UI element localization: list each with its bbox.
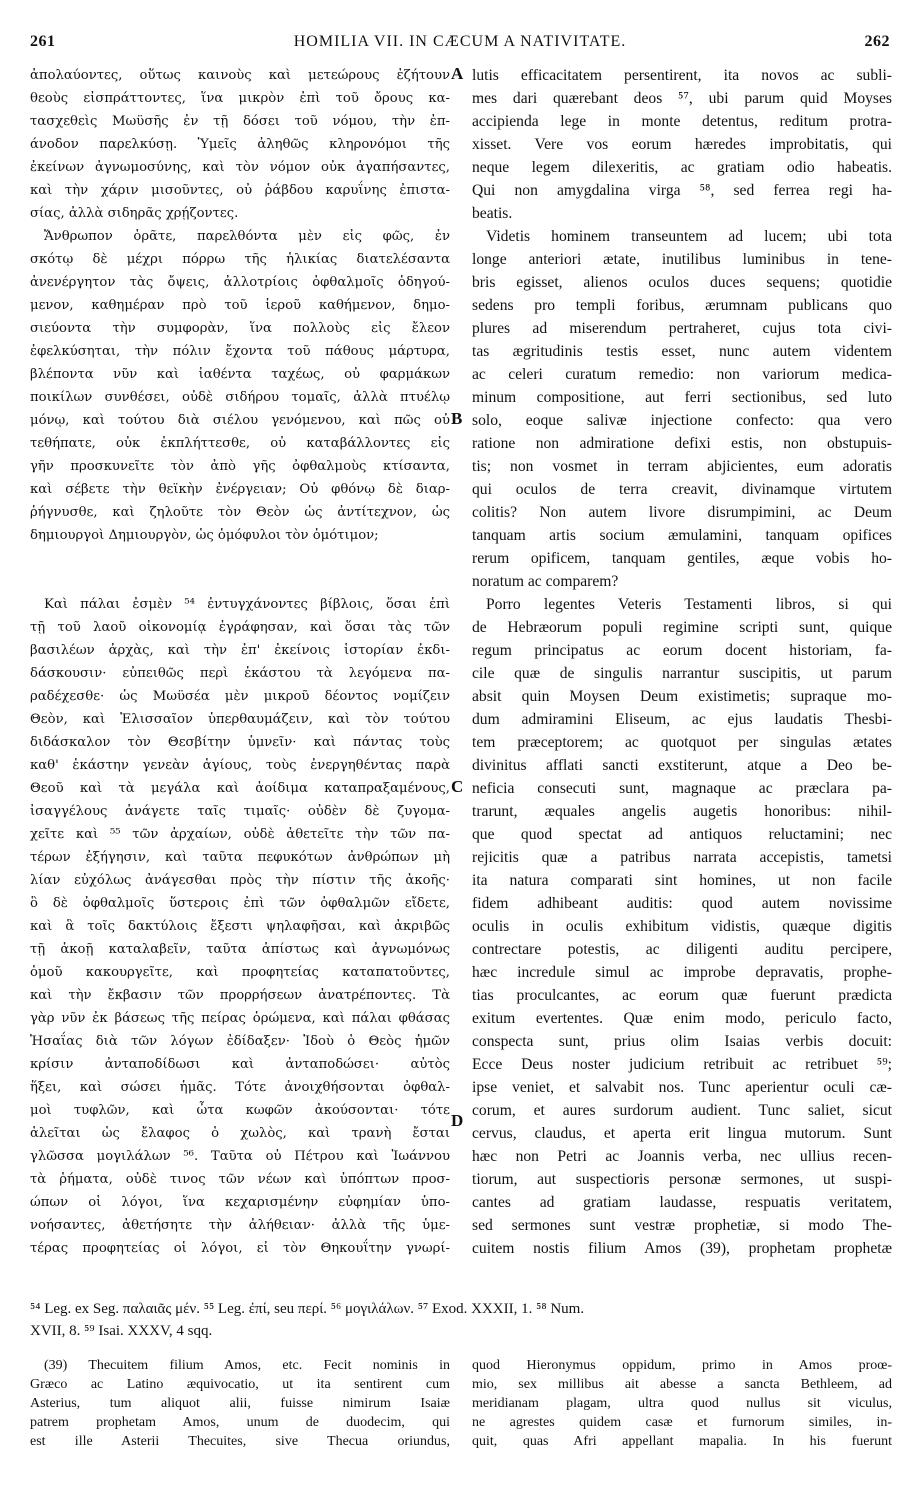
text-line: quit, quas Afri appellant mapalia. In his fuerunt — [472, 1434, 892, 1449]
text-line: ώπων οἱ λόγοι, ἵνα κεχαρισμένην εὐφημίαν ὑπο- — [30, 1195, 450, 1210]
text-line: ποικίλων συνθέσει, οὐδὲ σιδήρου τομαῖς, ἀλλὰ πτυέλῳ — [30, 390, 450, 405]
text-line: λίαν εὐχόλως ἀνάγεσθαι πρὸς τὴν πίστιν τῆς ἀκοῆς· — [30, 873, 450, 888]
text-line: τῇ ἀκοῇ καταλαβεῖν, ταῦτα ἀπίστως καὶ ἀγνωμόνως — [30, 942, 450, 957]
text-line: ipse veniet, et salvabit nos. Tunc aperientur oculi cæ- — [472, 1079, 892, 1096]
commentary-right-column — [472, 1356, 892, 1451]
text-line: qui oculos de terra creavit, divinamque virtutem — [472, 481, 892, 498]
text-line: XVII, 8. ⁵⁹ Isai. XXXV, 4 sqq. — [30, 1323, 213, 1339]
text-line: τὰ ῥήματα, οὐδὲ τινος τῶν νέων καὶ ὑπόπτων προσ- — [30, 1172, 450, 1187]
text-line: cantes ad gratiam laudasse, respuatis veritatem, — [472, 1194, 892, 1211]
text-line: ἥξει, καὶ σώσει ἡμᾶς. Τότε ἀνοιχθήσονται ὀφθαλ- — [30, 1080, 450, 1095]
greek-text-column — [30, 64, 450, 1260]
text-line: est ille Asterii Thecuites, sive Thecua oriundus, — [30, 1434, 450, 1449]
text-line: νοήσαντες, ἀθετήσητε τὴν ἀλήθειαν· ἀλλὰ τῆς ὑμε- — [30, 1218, 450, 1233]
text-line: contrectare potestis, ac diligenti auditu percipere, — [472, 941, 892, 958]
text-line: regum principatus ac eorum docent historiam, fa- — [472, 642, 892, 659]
text-line: ἐφελκύσηται, τὴν πόλιν ἔχοντα τοῦ πάθους μάρτυρα, — [30, 344, 450, 359]
text-line: τεθήπατε, οὐκ ἐκπλήττεσθε, οὐ καταβάλλοντες εἰς — [30, 436, 450, 451]
text-line: ὃ δὲ ὀφθαλμοῖς ὕστεροις ἐπὶ τῶν ὀφθαλμῶν εἴδετε, — [30, 896, 450, 911]
text-line: cile quæ de singulis narrantur suscipitis, ut parum — [472, 665, 892, 682]
text-line: hæc incredule simul ac improbe depravatis, prophe- — [472, 964, 892, 981]
text-line: xisset. Vere vos eorum hæredes improbitatis, qui — [472, 136, 892, 153]
text-line: oculis in oculis exhibitum vidistis, quæque digitis — [472, 918, 892, 935]
text-line: tias proculcantes, ac eorum quæ fuerunt prædicta — [472, 987, 892, 1004]
text-line: exitum evertentes. Quæ enim modo, periculo facto, — [472, 1010, 892, 1027]
text-line: διδάσκαλον τὸν Θεσβίτην ὑμνεῖν· καὶ πάντας τοὺς — [30, 735, 450, 750]
text-line: καὶ τὴν ἔκβασιν τῶν προρρήσεων ἀνατρέποντες. Τὰ — [30, 988, 450, 1003]
text-line: καὶ σέβετε τὴν θεϊκὴν ἐνέργειαν; Οὐ φθόνῳ δὲ διαρ- — [30, 482, 450, 497]
page-header — [30, 33, 890, 59]
blank-line — [30, 547, 450, 570]
text-line: conspecta sunt, prius olim Isaias verbis docuit: — [472, 1033, 892, 1050]
text-line: βασιλέων ἀρχὰς, καὶ τὴν ἐπ' ἐκείνοις ἱστορίαν ἐκδι- — [30, 643, 450, 658]
text-line: corum, et aures surdorum audient. Tunc saliet, sicut — [472, 1102, 892, 1119]
margin-letter-b: B — [451, 409, 463, 428]
text-line: σίας, ἀλλὰ σιδηρᾶς χρῄζοντες. — [30, 206, 239, 221]
blank-line — [30, 570, 450, 593]
text-line: άνοδον παρελκύσῃ. Ὑμεῖς ἀληθῶς κληρονόμοι τῆς — [30, 137, 450, 152]
text-line: ὁμοῦ κακουργεῖτε, καὶ προφητείας καταπατοῦντες, — [30, 965, 450, 980]
text-line: Ἡσαΐας διὰ τῶν λόγων ἐδίδαξεν· Ἰδοὺ ὁ Θεὸς ἡμῶν — [30, 1034, 450, 1049]
margin-letter-d: D — [451, 1111, 464, 1130]
text-line: mes dari quærebant deos ⁵⁷, ubi parum quid Moyses — [472, 90, 892, 107]
text-line: lutis efficacitatem persentirent, ita novos ac subli- — [472, 67, 892, 84]
text-line: que quod spectat ad antiquos reluctamini; nec — [472, 826, 892, 843]
text-line: fidem adhibeant auditis: quod autem novissime — [472, 895, 892, 912]
latin-text-column — [472, 64, 892, 1260]
text-line: τασχεθεὶς Μωϋσῆς ἐν τῇ δόσει τοῦ νόμου, τὴν ἐπ- — [30, 114, 450, 129]
text-line: ἰσαγγέλους ἀνάγετε ταῖς τιμαῖς· οὐδὲν δὲ ζυγομα- — [30, 804, 450, 819]
text-line: absit quin Moysen Deum existimetis; supraque mo- — [472, 688, 892, 705]
text-line: Καὶ πάλαι ἐσμὲν ⁵⁴ ἐντυγχάνοντες βίβλοις, ὅσαι ἐπὶ — [44, 597, 450, 612]
text-line: θεοὺς εἰσπράττοντες, ἵνα μικρὸν ἐπὶ τοῦ ὄρους κα- — [30, 91, 450, 106]
text-line: ac celeri curatum remedio: non variorum medica- — [472, 366, 892, 383]
text-line: γλῶσσα μογιλάλων ⁵⁶. Ταῦτα οὐ Πέτρου καὶ Ἰωάννου — [30, 1149, 450, 1164]
text-line: μοὶ τυφλῶν, καὶ ὦτα κωφῶν ἀκούσονται· τότε — [30, 1103, 450, 1118]
footnotes — [30, 1298, 890, 1342]
text-line: καὶ τὴν χάριν μισοῦντες, οὐ ῥάβδου καρυΐνης ἐπιστα- — [30, 183, 450, 198]
text-line: κρίσιν ἀνταποδίδωσι καὶ ἀνταποδώσει· αὐτὸς — [30, 1057, 450, 1072]
text-line: divinitus afflati sancti exstiterunt, atque a Deo be- — [472, 757, 892, 774]
text-line: ραδέχεσθε· ὡς Μωϋσέα μὲν μικροῦ δέοντος νομίζειν — [30, 689, 450, 704]
text-line: βλέποντα νῦν καὶ ἰαθέντα ταχέως, οὐ φαρμάκων — [30, 367, 450, 382]
text-line: (39) Thecuitem filium Amos, etc. Fecit nominis in — [44, 1358, 450, 1373]
text-line: γῆν προσκυνεῖτε τὸν ἀπὸ γῆς ὀφθαλμοὺς κτίσαντα, — [30, 459, 450, 474]
text-line: tanquam artis socium æmulamini, tanquam opifices — [472, 527, 892, 544]
text-line: Ecce Deus noster judicium retribuit ac retribuet ⁵⁹; — [472, 1056, 892, 1073]
text-line: patrem prophetam Amos, unum de duodecim, qui — [30, 1415, 450, 1430]
text-line: σκότῳ δὲ μέχρι πόρρω τῆς ἡλικίας διατελέσαντα — [30, 252, 450, 267]
text-line: σιεύοντα τὴν συμφορὰν, ἵνα πολλοὺς εἰς ἔλεον — [30, 321, 450, 336]
text-line: quod Hieronymus oppidum, primo in Amos proœ- — [472, 1358, 892, 1373]
text-line: Ἄνθρωπον ὁρᾶτε, παρελθόντα μὲν εἰς φῶς, ἐν — [44, 229, 450, 244]
text-line: sed sermones sunt vestræ prophetiæ, si modo The- — [472, 1217, 892, 1234]
page-number-right: 262 — [864, 33, 890, 50]
margin-letter-c: C — [451, 777, 464, 796]
text-line: τέρας προφητείας οἱ λόγοι, εἰ τὸν Θηκουΐτην γνωρί- — [30, 1241, 450, 1256]
text-line: μενον, καθημέραν πρὸ τοῦ ἱεροῦ καθήμενον, δημο- — [30, 298, 450, 313]
text-line: tem præceptorem; ac quotquot per singulas ætates — [472, 734, 892, 751]
text-line: tas ægritudinis testis esset, nunc autem videntem — [472, 343, 892, 360]
text-line: καὶ ἃ τοῖς δακτύλοις ἔξεστι ψηλαφῆσαι, καὶ ἀκριβῶς — [30, 919, 450, 934]
text-line: Asterius, tum aliquot alii, fuisse nimirum Isaiæ — [30, 1396, 450, 1411]
text-line: γὰρ νῦν ἐκ βάσεως τῆς πείρας ὁρώμενα, καὶ πάλαι φθάσας — [30, 1011, 450, 1026]
text-line: plures ad miserendum pertraheret, cujus tota civi- — [472, 320, 892, 337]
text-line: tiorum, aut suspectioris personæ sermones, ut suspi- — [472, 1171, 892, 1188]
text-line: rejicitis quæ a patribus narrata accepistis, tametsi — [472, 849, 892, 866]
text-line: ratione non admiratione defixi estis, non obstupuis- — [472, 435, 892, 452]
text-line: dum admiramini Eliseum, ac ejus laudatis Thesbi- — [472, 711, 892, 728]
text-line: solo, eoque salivæ injectione confecto: qua vero — [472, 412, 892, 429]
text-line: hæc non Petri ac Joannis verba, nec ullius recen- — [472, 1148, 892, 1165]
text-line: rerum opificem, tanquam gentiles, æque vobis ho- — [472, 550, 892, 567]
text-line: trarunt, æquales angelis augetis honoribus: nihil- — [472, 803, 892, 820]
text-line: ῥήγνυσθε, καὶ ζηλοῦτε τὸν Θεὸν ὡς ἀντίτεχνον, ὡς — [30, 505, 450, 520]
text-line: καθ' ἑκάστην γενεὰν ἁγίους, τοὺς ἐνεργηθέντας παρὰ — [30, 758, 450, 773]
text-line: bris egisset, alienos oculos duces sequens; quotidie — [472, 274, 892, 291]
text-line: δημιουργοὶ Δημιουργὸν, ὡς ὁμόφυλοι τὸν ὁμότιμον; — [30, 528, 379, 543]
text-line: neque legem dilexeritis, ac gratiam odio habeatis. — [472, 159, 892, 176]
text-line: ⁵⁴ Leg. ex Seg. παλαιᾶς μέν. ⁵⁵ Leg. ἐπί, seu περί. ⁵⁶ μογιλάλων. ⁵⁷ Exod. XXXII, 1. ⁵⁸ Num. — [30, 1301, 585, 1317]
text-line: mio, sex millibus ait abesse a sancta Bethleem, ad — [472, 1377, 892, 1392]
text-line: ἁλεῖται ὡς ἔλαφος ὁ χωλὸς, καὶ τρανὴ ἔσται — [30, 1126, 450, 1141]
text-line: ne agrestes quidem casæ et furnorum similes, in- — [472, 1415, 892, 1430]
text-line: de Hebræorum populi regimine scripti sunt, quique — [472, 619, 892, 636]
text-line: tis; non vosmet in terram abjicientes, eum adoratis — [472, 458, 892, 475]
commentary-left-column — [30, 1356, 450, 1451]
text-line: τέρων ἐξήγησιν, καὶ ταῦτα πεφυκότων ἀνθρώπων μὴ — [30, 850, 450, 865]
text-line: Θεὸν, καὶ Ἐλισσαῖον ὑπερθαυμάζειν, καὶ τὸν τούτου — [30, 712, 450, 727]
text-line: Qui non amygdalina virga ⁵⁸, sed ferrea regi ha- — [472, 182, 892, 199]
text-line: ἀνενέργητον τὰς ὄψεις, ἀλλοτρίοις ὀφθαλμοῖς ὁδηγού- — [30, 275, 450, 290]
text-line: ἀπολαύοντες, οὕτως καινοὺς καὶ μετεώρους ἐζήτουν — [30, 68, 450, 83]
page-number-left: 261 — [30, 33, 56, 50]
text-line: colitis? Non autem livore disrumpimini, ac Deum — [472, 504, 892, 521]
text-line: noratum ac comparem? — [472, 573, 619, 590]
text-line: Videtis hominem transeuntem ad lucem; ubi tota — [486, 228, 892, 245]
text-line: neficia consecuti sunt, magnaque ac præclara pa- — [472, 780, 892, 797]
text-line: cervus, claudus, et aperta erit lingua mutorum. Sunt — [472, 1125, 892, 1142]
text-line: μόνῳ, καὶ τούτου διὰ σιέλου γενόμενου, καὶ πῶς οὐ — [30, 413, 450, 428]
text-line: minum compositione, aut ferri sectionibus, sed luto — [472, 389, 892, 406]
text-line: Porro legentes Veteris Testamenti libros, si qui — [486, 596, 892, 613]
text-line: beatis. — [472, 205, 513, 222]
margin-letter-a: A — [451, 64, 464, 83]
text-line: sedens pro templi foribus, ærumnam publicans quo — [472, 297, 892, 314]
text-line: τῇ τοῦ λαοῦ οἰκονομίᾳ ἐγράφησαν, καὶ ὅσαι τὰς τῶν — [30, 620, 450, 635]
text-line: cuitem nostis filium Amos (39), prophetam prophetæ — [472, 1240, 892, 1257]
text-line: χεῖτε καὶ ⁵⁵ τῶν ἀρχαίων, οὐδὲ ἀθετεῖτε τὴν τῶν πα- — [30, 827, 450, 842]
running-title: HOMILIA VII. IN CÆCUM A NATIVITATE. — [293, 33, 627, 50]
text-line: ἐκείνων ἀγνωμοσύνης, καὶ τὸν νόμον οὐκ ἀγαπήσαντες, — [30, 160, 450, 175]
text-line: longe anteriori ætate, inutilibus luminibus in tene- — [472, 251, 892, 268]
text-line: ita natura comparati sint homines, ut non facile — [472, 872, 892, 889]
text-line: δάσκουσιν· εὐπειθῶς περὶ ἑκάστου τὰ λεγόμενα πα- — [30, 666, 450, 681]
text-line: Græco ac Latino æquivocatio, ut ita sentirent cum — [30, 1377, 450, 1392]
text-line: Θεοῦ καὶ τὰ μεγάλα καὶ ἀοίδιμα καταπραξαμένους, — [30, 781, 450, 796]
text-line: meridianam plagam, ultra quod nullus sit viculus, — [472, 1396, 892, 1411]
text-line: accipienda lege in monte detentus, reditum protra- — [472, 113, 892, 130]
